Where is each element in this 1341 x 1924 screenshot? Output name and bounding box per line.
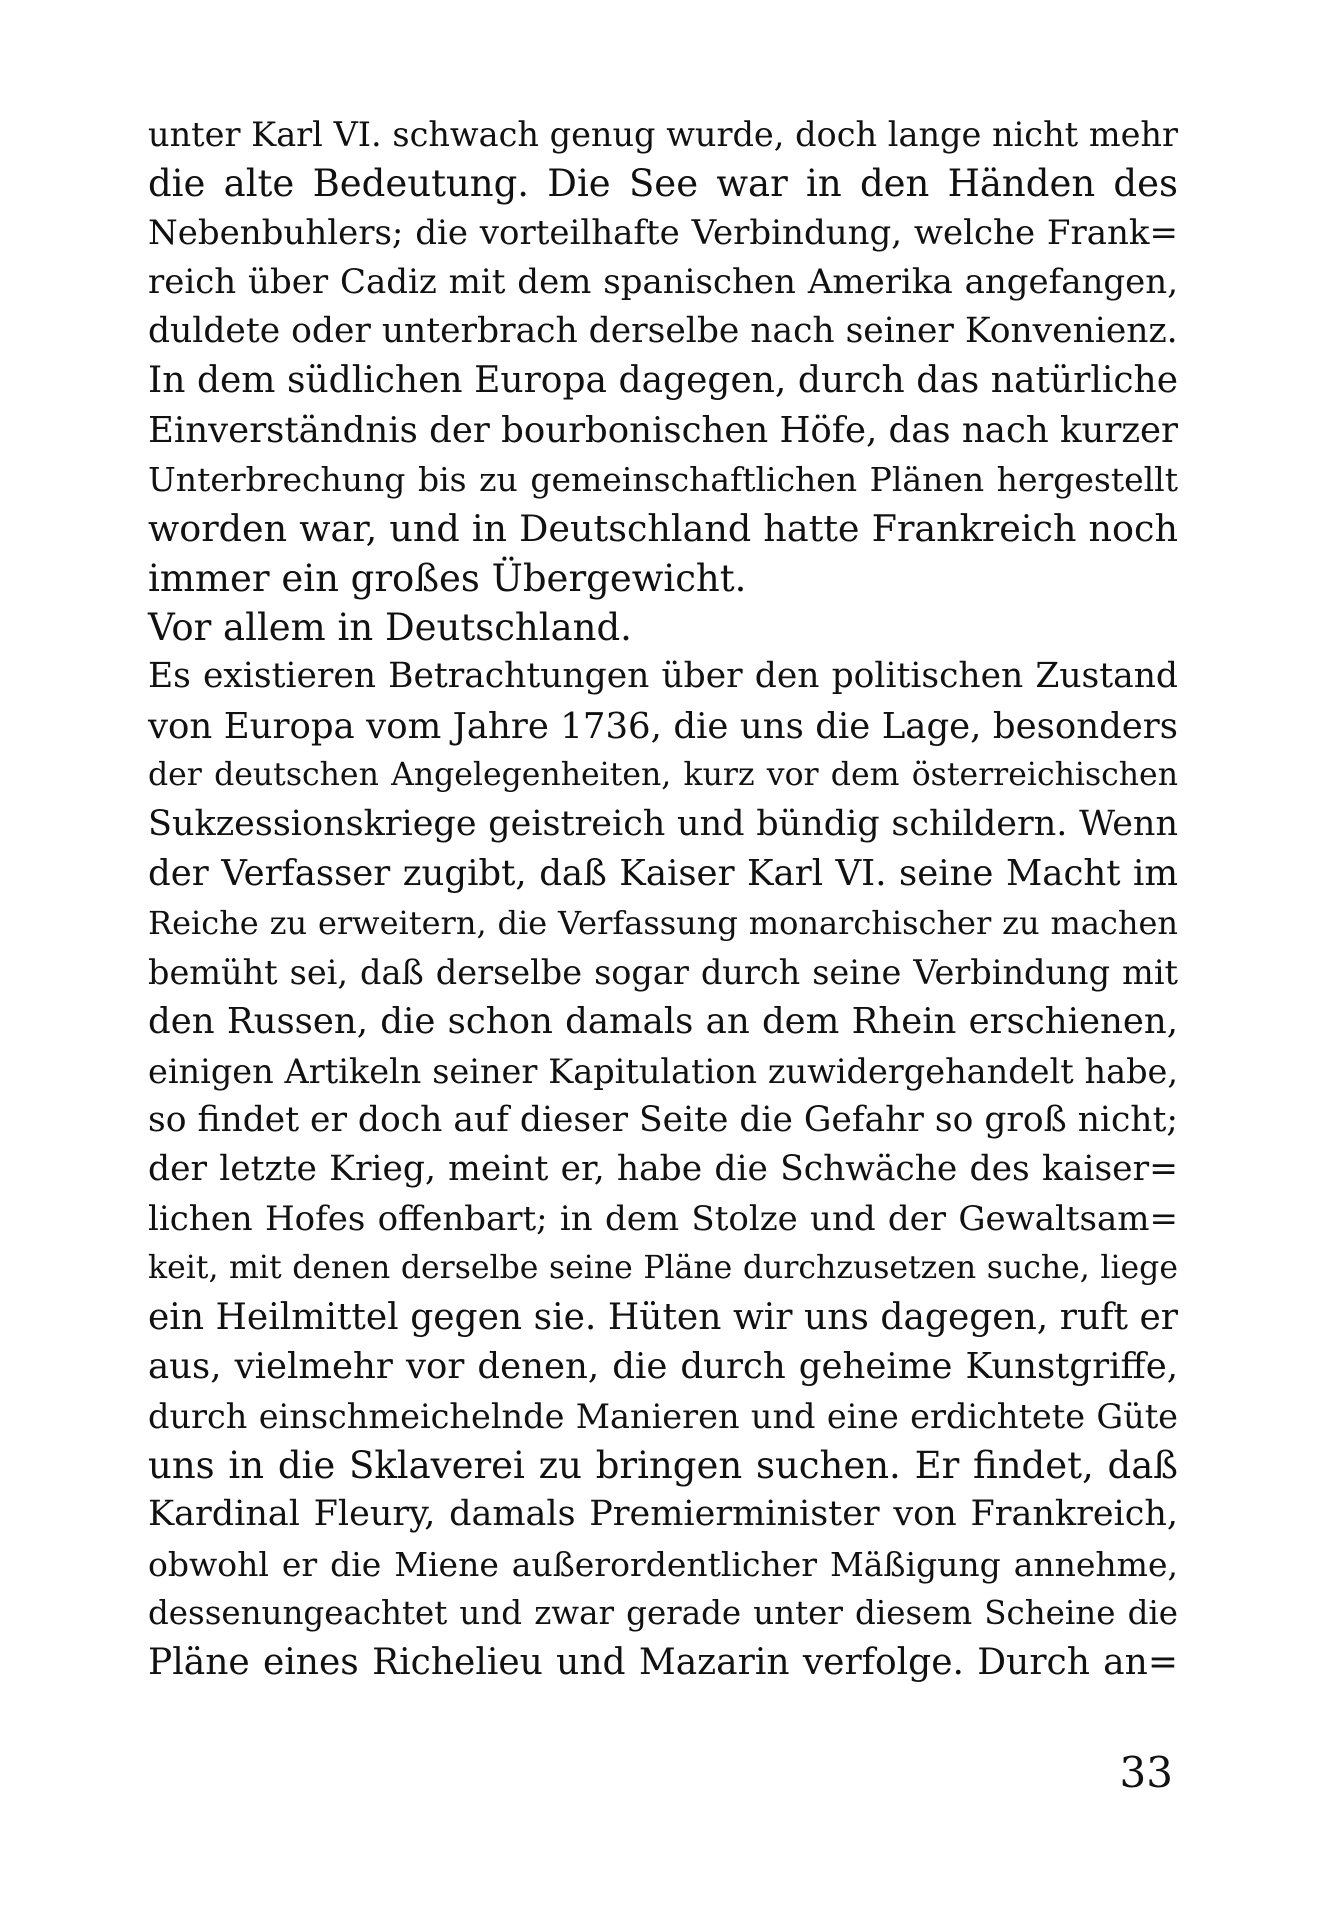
text-line: obwohl er die Miene außerordentlicher Mäßigung annehme, bbox=[148, 1544, 1178, 1584]
text-line: In dem südlichen Europa dagegen, durch das natürliche bbox=[148, 360, 1178, 402]
text-line: bemüht sei, daß derselbe sogar durch seine Verbindung mit bbox=[148, 953, 1178, 993]
text-line: ein Heilmittel gegen sie. Hüten wir uns dagegen, ruft er bbox=[148, 1297, 1178, 1339]
text-line: immer ein großes Übergewicht. bbox=[148, 556, 747, 600]
text-line: lichen Hofes offenbart; in dem Stolze und der Gewaltsam= bbox=[148, 1198, 1178, 1239]
text-line: aus, vielmehr vor denen, die durch geheime Kunstgriffe, bbox=[148, 1346, 1178, 1388]
text-line: unter Karl VI. schwach genug wurde, doch lange nicht mehr bbox=[148, 115, 1178, 154]
text-line: die alte Bedeutung. Die See war in den Händen des bbox=[148, 162, 1178, 206]
text-line: Vor allem in Deutschland. bbox=[148, 605, 632, 649]
text-line: der letzte Krieg, meint er, habe die Schwäche des kaiser= bbox=[148, 1149, 1178, 1190]
body-text bbox=[148, 110, 1178, 1688]
text-line: der deutschen Angelegenheiten, kurz vor dem österreichischen bbox=[148, 756, 1178, 793]
text-line: keit, mit denen derselbe seine Pläne durchzusetzen suche, liege bbox=[148, 1249, 1178, 1286]
text-line: Reiche zu erweitern, die Verfassung monarchischer zu machen bbox=[148, 903, 1178, 942]
text-line: Sukzessionskriege geistreich und bündig schildern. Wenn bbox=[148, 804, 1178, 845]
text-line: Unterbrechung bis zu gemeinschaftlichen Plänen hergestellt bbox=[148, 460, 1178, 500]
page-number: 33 bbox=[1119, 1748, 1173, 1797]
text-line: einigen Artikeln seiner Kapitulation zuwidergehandelt habe, bbox=[148, 1051, 1178, 1091]
text-line: reich über Cadiz mit dem spanischen Amerika angefangen, bbox=[148, 261, 1178, 302]
text-line: Einverständnis der bourbonischen Höfe, das nach kurzer bbox=[148, 409, 1179, 451]
text-line: Pläne eines Richelieu und Mazarin verfolge. Durch an= bbox=[148, 1642, 1178, 1684]
text-line: worden war, und in Deutschland hatte Frankreich noch bbox=[148, 507, 1178, 551]
text-line: der Verfasser zugibt, daß Kaiser Karl VI. seine Macht im bbox=[148, 853, 1178, 895]
text-line: Es existieren Betrachtungen über den politischen Zustand bbox=[148, 656, 1178, 697]
text-line: den Russen, die schon damals an dem Rhein erschienen, bbox=[148, 1001, 1178, 1043]
text-line: uns in die Sklaverei zu bringen suchen. Er findet, daß bbox=[148, 1444, 1178, 1488]
text-line: duldete oder unterbrach derselbe nach seiner Konvenienz. bbox=[148, 311, 1178, 352]
text-line: Nebenbuhlers; die vorteilhafte Verbindung, welche Frank= bbox=[148, 212, 1178, 253]
text-line: dessenungeachtet und zwar gerade unter diesem Scheine die bbox=[148, 1593, 1178, 1632]
text-line: von Europa vom Jahre 1736, die uns die Lage, besonders bbox=[148, 705, 1178, 747]
text-line: Kardinal Fleury, damals Premierminister von Frankreich, bbox=[148, 1494, 1178, 1535]
text-line: durch einschmeichelnde Manieren und eine erdichtete Güte bbox=[148, 1396, 1178, 1436]
text-line: so findet er doch auf dieser Seite die Gefahr so groß nicht; bbox=[148, 1099, 1178, 1140]
